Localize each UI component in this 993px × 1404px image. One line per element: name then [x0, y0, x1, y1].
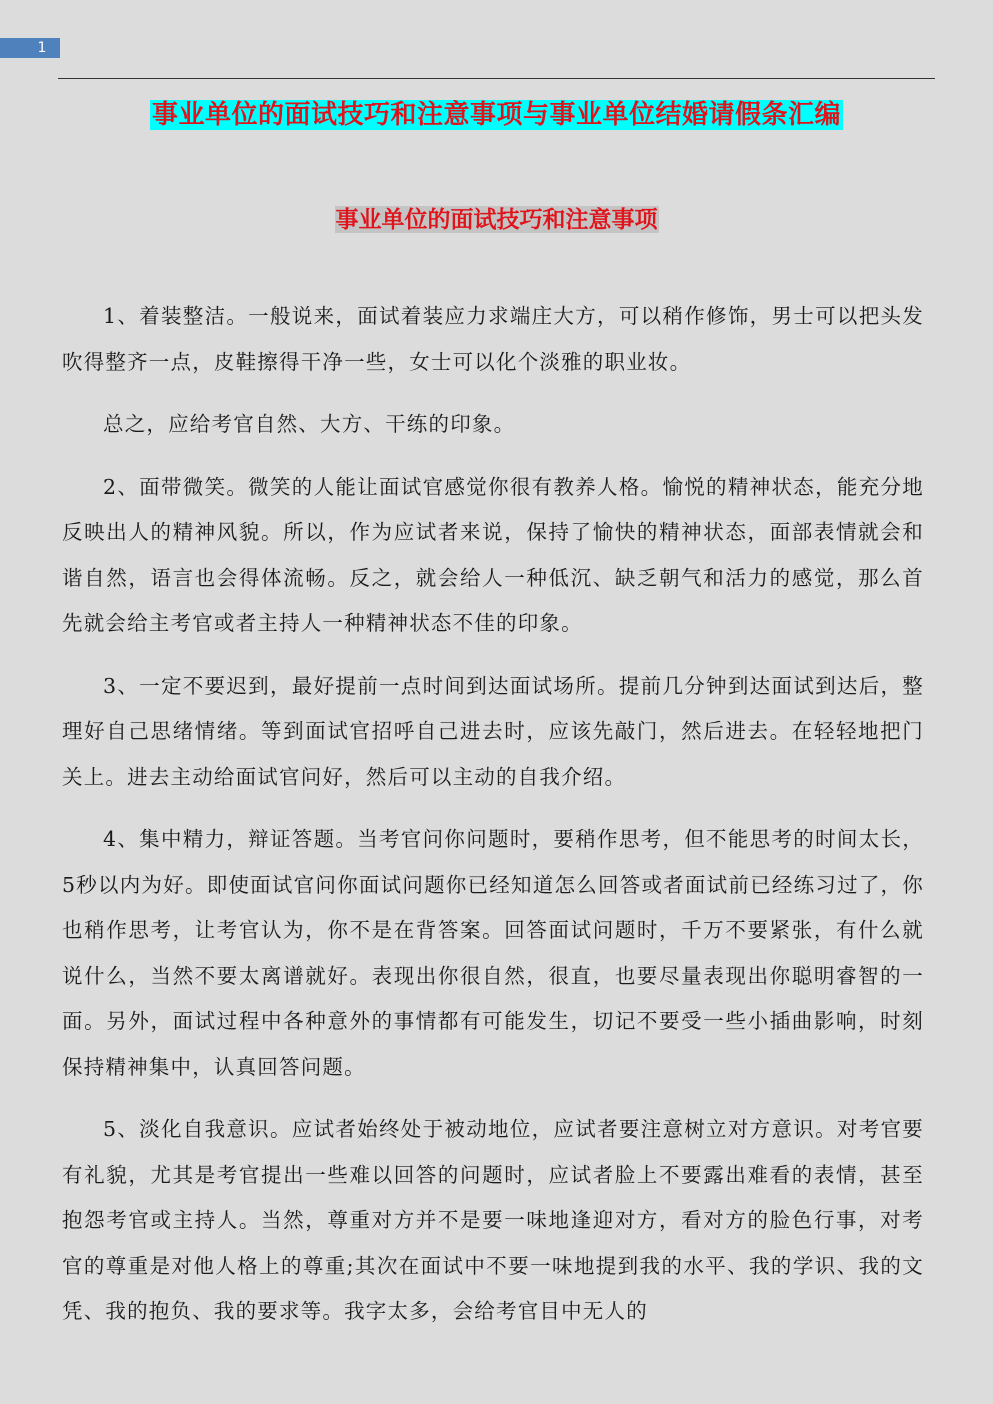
- section-title: [0, 204, 993, 236]
- paragraph-focus: 4、集中精力，辩证答题。当考官问你问题时，要稍作思考，但不能思考的时间太长，5秒以内为好。即使面试官问你面试问题你已经知道怎么回答或者面试前已经练习过了，你也稍作思考，让考官认为，你不是在背答案。回答面试问题时，千万不要紧张，有什么就说什么，当然不要太离谱就好。表现出你很自然，很直，也要尽量表现出你聪明睿智的一面。另外，面试过程中各种意外的事情都有可能发生，切记不要受一些小插曲影响，时刻保持精神集中，认真回答问题。: [62, 827, 924, 1079]
- paragraph-punctuality: 3、一定不要迟到，最好提前一点时间到达面试场所。提前几分钟到达面试到达后，整理好自己思绪情绪。等到面试官招呼自己进去时，应该先敲门，然后进去。在轻轻地把门关上。进去主动给面试官问好，然后可以主动的自我介绍。: [62, 673, 924, 789]
- document-body: [62, 294, 924, 1352]
- section-title-text: 事业单位的面试技巧和注意事项: [335, 206, 658, 233]
- paragraph-dress-summary: 总之，应给考官自然、大方、干练的印象。: [103, 412, 516, 436]
- page-number-badge: 1: [0, 38, 60, 58]
- header-rule: [58, 78, 935, 79]
- paragraph-self-awareness: 5、淡化自我意识。应试者始终处于被动地位，应试者要注意树立对方意识。对考官要有礼貌，尤其是考官提出一些难以回答的问题时，应试者脸上不要露出难看的表情，甚至抱怨考官或主持人。当然，尊重对方并不是要一味地逢迎对方，看对方的脸色行事，对考官的尊重是对他人格上的尊重;其次在面试中不要一味地提到我的水平、我的学识、我的文凭、我的抱负、我的要求等。我字太多，会给考官目中无人的: [62, 1117, 924, 1323]
- paragraph-smile: 2、面带微笑。微笑的人能让面试官感觉你很有教养人格。愉悦的精神状态，能充分地反映出人的精神风貌。所以，作为应试者来说，保持了愉快的精神状态，面部表情就会和谐自然，语言也会得体流畅。反之，就会给人一种低沉、缺乏朝气和活力的感觉，那么首先就会给主考官或者主持人一种精神状态不佳的印象。: [62, 474, 924, 635]
- document-title-text: 事业单位的面试技巧和注意事项与事业单位结婚请假条汇编: [151, 100, 841, 130]
- paragraph-dress: 1、着装整洁。一般说来，面试着装应力求端庄大方，可以稍作修饰，男士可以把头发吹得整齐一点，皮鞋擦得干净一些，女士可以化个淡雅的职业妆。: [62, 304, 924, 374]
- document-title: [0, 96, 993, 134]
